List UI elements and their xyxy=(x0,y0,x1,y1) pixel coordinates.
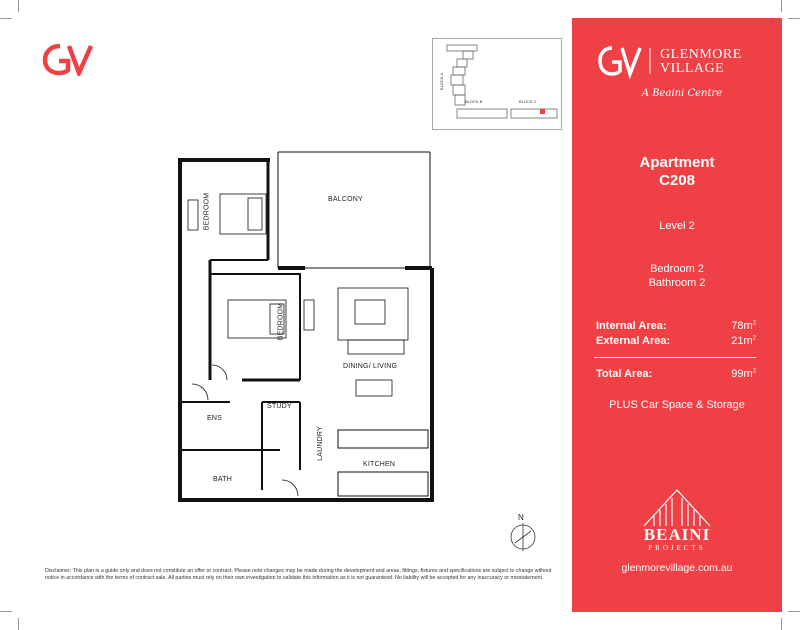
total-area-unit: 2 xyxy=(752,368,756,375)
developer-name: BEAINI xyxy=(643,525,711,544)
north-label: N xyxy=(518,513,524,522)
internal-area-unit: 2 xyxy=(752,320,756,327)
total-area-number: 99m xyxy=(731,368,753,380)
room-label-study: STUDY xyxy=(267,403,292,410)
apartment-level: Level 2 xyxy=(659,220,695,232)
room-label-bath: BATH xyxy=(213,476,232,483)
apartment-title-line-1: Apartment xyxy=(639,154,715,171)
apartment-number: C208 xyxy=(659,172,695,189)
room-label-dining-living: DINING/ LIVING xyxy=(343,363,398,370)
bathroom-count: Bathroom 2 xyxy=(648,277,706,289)
internal-area-value xyxy=(731,320,756,332)
brand-name xyxy=(660,48,742,76)
area-divider xyxy=(594,357,756,358)
extras-text: PLUS Car Space & Storage xyxy=(609,399,745,411)
external-area-unit: 2 xyxy=(752,335,756,342)
apartment-title xyxy=(572,154,782,190)
north-compass xyxy=(505,513,541,553)
floor-plan-drawing xyxy=(170,150,450,510)
crop-mark xyxy=(0,18,12,19)
room-label-kitchen: KITCHEN xyxy=(363,461,396,468)
info-panel xyxy=(572,18,782,612)
gv-logo xyxy=(42,42,94,76)
site-key-plan-drawing xyxy=(433,39,561,129)
external-area-label: External Area: xyxy=(596,335,671,347)
room-label-bedroom-2: BEDROOM xyxy=(277,302,285,341)
total-area-value xyxy=(731,368,756,380)
block-b-label: BLOCK B xyxy=(465,99,483,104)
crop-mark xyxy=(788,18,800,19)
room-label-bedroom-1: BEDROOM xyxy=(203,192,211,231)
brand-line-1: GLENMORE xyxy=(660,47,742,62)
internal-area-number: 78m xyxy=(731,320,753,332)
external-area-value xyxy=(731,335,756,347)
room-label-laundry: LAUNDRY xyxy=(316,426,324,461)
bedroom-count: Bedroom 2 xyxy=(650,263,704,275)
crop-mark xyxy=(788,611,800,612)
brand-tagline: A Beaini Centre xyxy=(641,88,723,99)
total-area-label: Total Area: xyxy=(596,368,653,380)
brand-line-2: VILLAGE xyxy=(660,61,725,76)
crop-mark xyxy=(781,0,782,12)
internal-area-label: Internal Area: xyxy=(596,320,667,332)
external-area-number: 21m xyxy=(731,335,753,347)
block-a-label: BLOCK A xyxy=(439,72,445,91)
block-c-label: BLOCK C xyxy=(519,99,537,104)
room-label-balcony: BALCONY xyxy=(328,196,363,203)
room-label-ens: ENS xyxy=(207,415,222,422)
developer-sub: PROJECTS xyxy=(648,544,706,552)
crop-mark xyxy=(0,611,12,612)
website-link[interactable]: glenmorevillage.com.au xyxy=(621,562,733,574)
crop-mark xyxy=(18,0,19,12)
site-key-plan xyxy=(432,38,562,130)
disclaimer-text: Disclaimer: This plan is a guide only and does not constitute an offer or contract. Please note changes may be made during the development and areas, fittings, fixtures and specifications are subject to change without notice in accordance with the terms of contract sale. All parties must rely on their own investigation to validate this information as it is not guaranteed. No liability will be accepted for any inaccuracy or misstatement. xyxy=(45,568,552,581)
floor-plan xyxy=(170,150,450,510)
crop-mark xyxy=(18,618,19,630)
crop-mark xyxy=(781,618,782,630)
